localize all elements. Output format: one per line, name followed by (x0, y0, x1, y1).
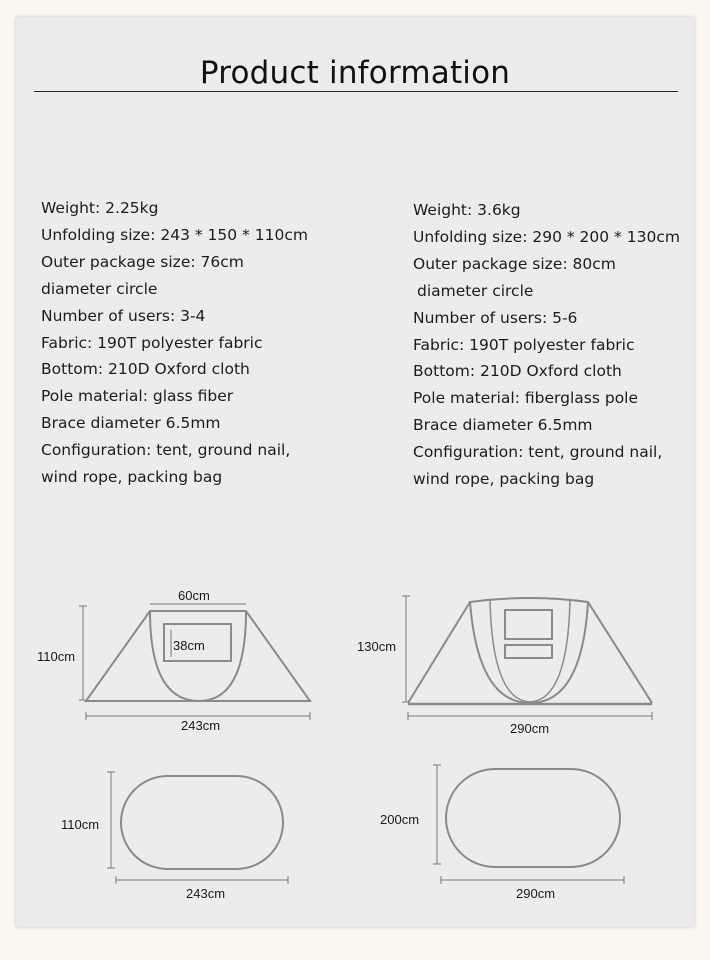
small-tent-front-diagram (79, 604, 310, 720)
tent-footprint (121, 776, 283, 869)
spec-package-size: Outer package size: 76cm (41, 252, 244, 271)
height-label: 110cm (37, 649, 76, 664)
spec-package-size-cont: diameter circle (41, 279, 158, 298)
spec-unfolding-size: Unfolding size: 243 * 150 * 110cm (41, 225, 308, 244)
tent-window (505, 610, 552, 639)
spec-fabric: Fabric: 190T polyester fabric (41, 333, 263, 352)
spec-configuration: Configuration: tent, ground nail, (41, 441, 291, 460)
spec-configuration: Configuration: tent, ground nail, (413, 443, 663, 462)
width-label: 200cm (380, 812, 420, 827)
top-width-label: 60cm (178, 588, 210, 603)
length-label: 243cm (181, 718, 221, 733)
spec-package-size-cont: diameter circle (417, 281, 534, 300)
spec-configuration-cont: wind rope, packing bag (41, 468, 223, 487)
spec-weight: Weight: 2.25kg (41, 199, 159, 217)
spec-package-size: Outer package size: 80cm (413, 254, 616, 273)
spec-users: Number of users: 3-4 (41, 306, 206, 325)
spec-pole-material: Pole material: fiberglass pole (413, 389, 639, 408)
spec-brace-diameter: Brace diameter 6.5mm (413, 416, 593, 435)
spec-bottom: Bottom: 210D Oxford cloth (413, 362, 622, 381)
tent-footprint (446, 769, 620, 867)
length-label: 290cm (516, 886, 556, 901)
tent-outline (408, 598, 652, 703)
length-label: 243cm (186, 886, 226, 901)
height-label: 130cm (357, 639, 397, 654)
length-label: 290cm (510, 721, 550, 736)
spec-configuration-cont: wind rope, packing bag (413, 470, 595, 489)
tent-rib (490, 599, 570, 702)
spec-brace-diameter: Brace diameter 6.5mm (41, 414, 221, 433)
spec-weight: Weight: 3.6kg (413, 201, 521, 219)
spec-bottom: Bottom: 210D Oxford cloth (41, 360, 250, 379)
spec-fabric: Fabric: 190T polyester fabric (413, 335, 635, 354)
window-height-label: 38cm (173, 638, 205, 653)
spec-pole-material: Pole material: glass fiber (41, 387, 234, 406)
small-tent-top-diagram (107, 772, 288, 884)
tent-window (505, 645, 552, 658)
tent-rib (470, 602, 588, 703)
spec-unfolding-size: Unfolding size: 290 * 200 * 130cm (413, 227, 680, 246)
width-label: 110cm (61, 817, 100, 832)
spec-users: Number of users: 5-6 (413, 308, 578, 327)
page-title: Product information (199, 55, 511, 91)
large-tent-top-diagram (433, 765, 624, 884)
large-tent-front-diagram (402, 596, 652, 720)
